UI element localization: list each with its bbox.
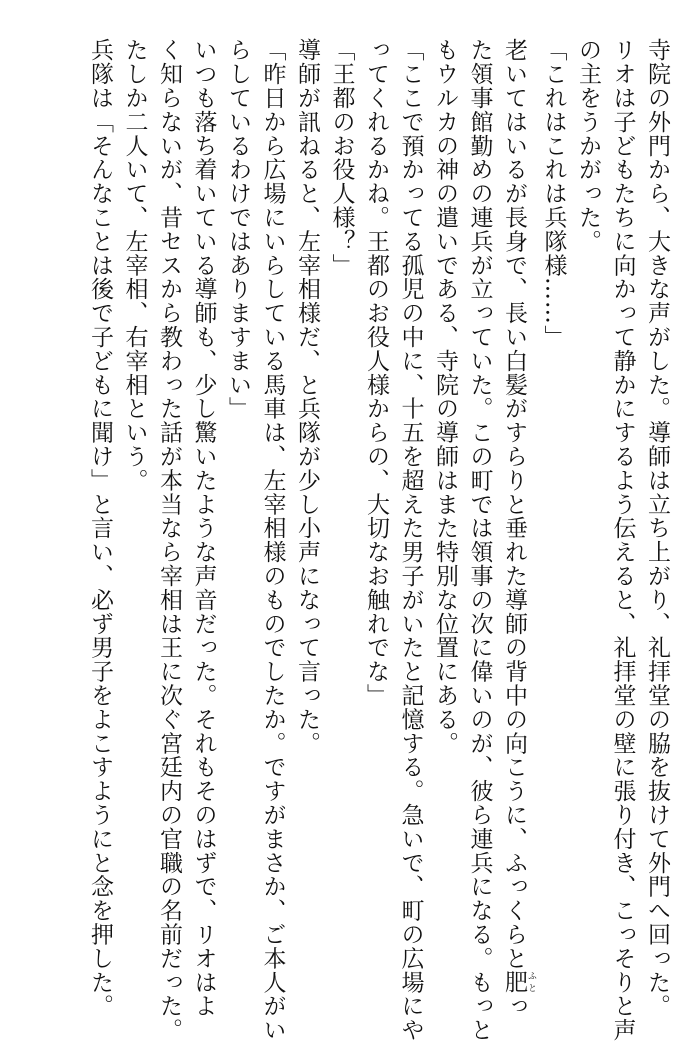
text-line-5 bbox=[497, 38, 537, 1018]
text-line-13: らしているわけではありますまい」 bbox=[225, 38, 251, 421]
text-line-12: 「昨日から広場にいらしている馬車は、左宰相様のものでしたか。ですがまさか、ご本人がい bbox=[259, 38, 286, 1042]
ruby-word bbox=[501, 970, 536, 995]
text-line-2: リオは子どもたちに向かって静かにするよう伝えると、礼拝堂の壁に張り付き、こっそりと声 bbox=[609, 38, 636, 1042]
ruby-base: 肥 bbox=[501, 970, 527, 995]
text-line-7: もウルカの神の遣いである、寺院の導師はまた特別な位置にある。 bbox=[432, 38, 458, 755]
text-line-15: く知らないが、昔セスから教わった話が本当なら宰相は王に次ぐ宮廷内の官職の名前だった。 bbox=[156, 38, 182, 1042]
text-line-16: たしか二人いて、左宰相、右宰相という。 bbox=[121, 38, 148, 493]
text-line-1: 寺院の外門から、大きな声がした。導師は立ち上がり、礼拝堂の脇を抜けて外門へ回った。 bbox=[644, 38, 670, 1018]
text-line-3: の主をうかがった。 bbox=[575, 38, 601, 254]
text-line-11: 導師が訊ねると、左宰相様だ、と兵隊が少し小声になって言った。 bbox=[294, 38, 320, 755]
ruby-suffix: っ bbox=[501, 994, 527, 1018]
text-line-8: 「ここで預かってる孤児の中に、十五を超えた男子がいたと記憶する。急いで、町の広場にや bbox=[397, 38, 424, 1042]
text-line-6: た領事館勤めの連兵が立っていた。この町では領事の次に偉いのが、彼ら連兵になる。もっと bbox=[466, 38, 493, 1042]
text-line-4: 「これはこれは兵隊様……」 bbox=[540, 38, 567, 349]
text-line-17: 兵隊は「そんなことは後で子どもに聞け」と言い、必ず男子をよこすようにと念を押した。 bbox=[87, 38, 113, 1018]
vertical-text-body bbox=[42, 38, 674, 1042]
text-line-14: いつも落ち着いている導師も、少し驚いたような声音だった。それもそのはずで、リオはよ bbox=[190, 38, 217, 1018]
ruby-reading: ふと bbox=[526, 970, 536, 994]
text-line-9: ってくれるかね。王都のお役人様からの、大切なお触れでな」 bbox=[363, 38, 389, 708]
text-line-10: 「王都のお役人様？」 bbox=[328, 38, 355, 277]
text-line-5-main: 老いてはいるが長身で、長い白髪がすらりと垂れた導師の背中の向こうに、ふっくらと bbox=[501, 38, 527, 971]
